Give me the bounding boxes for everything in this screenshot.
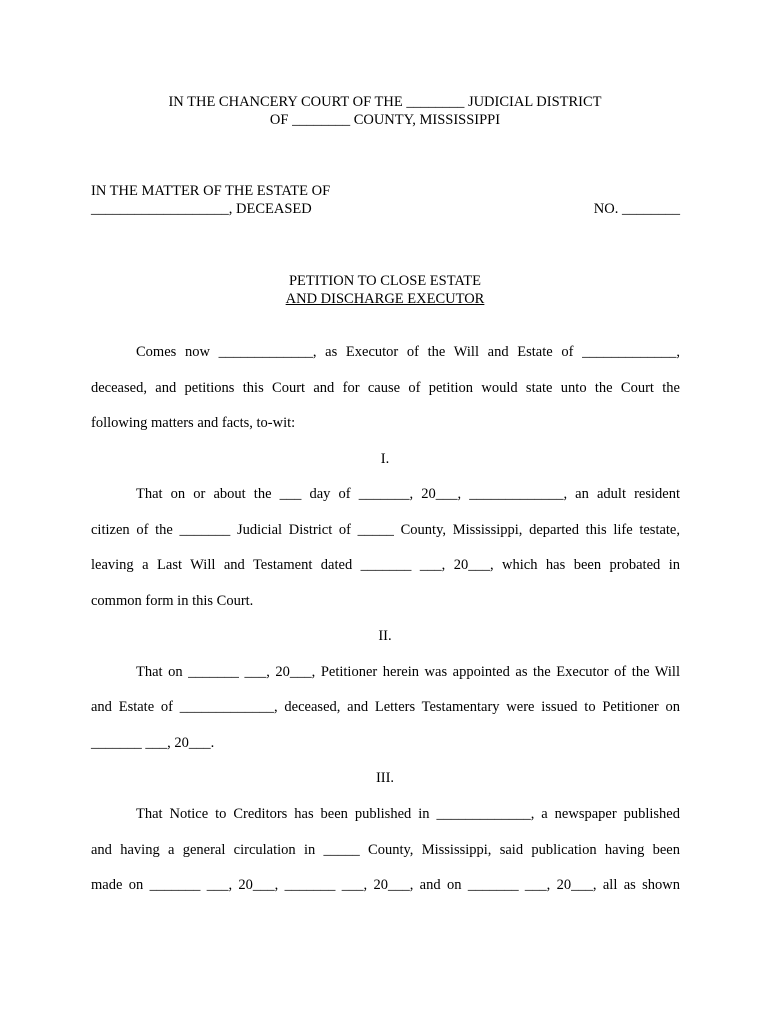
section-3-line1: That Notice to Creditors has been published in _____________, a newspaper published xyxy=(136,806,680,822)
section-3-line3: made on _______ ___, 20___, _______ ___, 20___, and on _______ ___, 20___, all as shown xyxy=(91,877,680,893)
section-2-line2: and Estate of _____________, deceased, and Letters Testamentary were issued to Petitioner on xyxy=(91,699,680,715)
section-1-line1: That on or about the ___ day of _______, 20___, _____________, an adult resident xyxy=(136,486,680,502)
intro-paragraph-line1: Comes now _____________, as Executor of the Will and Estate of _____________, xyxy=(136,344,680,360)
court-heading-line2: OF ________ COUNTY, MISSISSIPPI xyxy=(269,112,501,128)
section-1-line2: citizen of the _______ Judicial District of _____ County, Mississippi, departed this life testate, xyxy=(91,522,680,538)
intro-paragraph-line2: deceased, and petitions this Court and for cause of petition would state unto the Court the xyxy=(91,380,680,396)
section-1-heading: I. xyxy=(380,451,390,467)
section-3-line2: and having a general circulation in _____ County, Mississippi, said publication having been xyxy=(91,842,680,858)
document-title-line2: AND DISCHARGE EXECUTOR xyxy=(285,291,485,307)
case-number: NO. ________ xyxy=(593,201,680,217)
section-2-line3: _______ ___, 20___. xyxy=(91,735,215,751)
court-heading-line1: IN THE CHANCERY COURT OF THE ________ JUDICIAL DISTRICT xyxy=(168,94,602,110)
section-2-line1: That on _______ ___, 20___, Petitioner herein was appointed as the Executor of the Will xyxy=(136,664,680,680)
section-1-line3: leaving a Last Will and Testament dated _______ ___, 20___, which has been probated in xyxy=(91,557,680,573)
section-3-heading: III. xyxy=(375,770,395,786)
section-2-heading: II. xyxy=(378,628,392,644)
estate-matter-line2: ___________________, DECEASED xyxy=(91,201,312,217)
estate-matter-line1: IN THE MATTER OF THE ESTATE OF xyxy=(91,183,331,199)
section-1-line4: common form in this Court. xyxy=(91,593,254,609)
document-title-line1: PETITION TO CLOSE ESTATE xyxy=(288,273,482,289)
intro-paragraph-line3: following matters and facts, to-wit: xyxy=(91,415,296,431)
